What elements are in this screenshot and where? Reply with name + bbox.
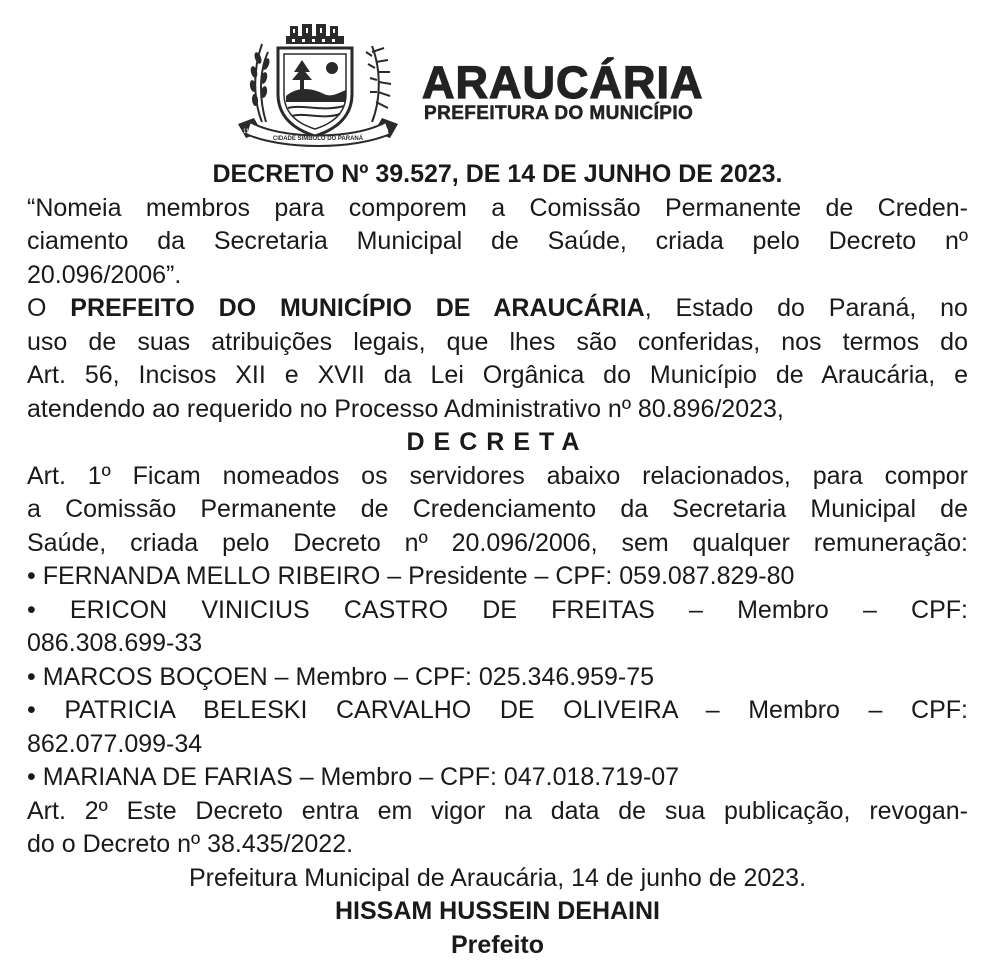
art1-line-2: a Comissão Permanente de Credenciamento da Secretaria Municipal de <box>27 495 968 523</box>
preamble-line-2: uso de suas atribuições legais, que lhes são conferidas, nos termos do <box>27 327 968 356</box>
preamble-line-1 <box>27 292 968 326</box>
signer-name: HISSAM HUSSEIN DEHAINI <box>334 897 661 925</box>
member-2: • MARCOS BOÇOEN – Membro – CPF: 025.346.959-75 <box>27 662 655 691</box>
member-0: • FERNANDA MELLO RIBEIRO – Presidente – CPF: 059.087.829-80 <box>27 562 795 590</box>
ementa-line-2: ciamento da Secretaria Municipal de Saúde, criada pelo Decreto nº <box>27 227 968 255</box>
member-1: • ERICON VINICIUS CASTRO DE FREITAS – Membro – CPF: <box>27 595 968 624</box>
seal-year-right: 1890 <box>375 129 389 135</box>
decree-body <box>27 158 968 962</box>
preamble-prefix: O <box>27 294 71 322</box>
member-4: • MARIANA DE FARIAS – Membro – CPF: 047.018.719-07 <box>27 763 680 791</box>
signer-role: Prefeito <box>450 930 545 959</box>
preamble-line-4: atendendo ao requerido no Processo Administrativo nº 80.896/2023, <box>27 394 784 423</box>
ementa-line-1: “Nomeia membros para comporem a Comissão Permanente de Creden- <box>27 193 968 222</box>
seal-ribbon-text: CIDADE SÍMBOLO DO PARANÁ <box>272 136 364 142</box>
member-3-cpf: 862.077.099-34 <box>27 729 203 758</box>
brand-title: ARAUCÁRIA <box>422 57 704 108</box>
art2-line-1: Art. 2º Este Decreto entra em vigor na data de sua publicação, revogan- <box>27 796 968 825</box>
art2-line-2: do o Decreto nº 38.435/2022. <box>27 830 354 858</box>
decreta-heading: DECRETA <box>406 428 589 456</box>
coat-of-arms-icon <box>232 22 404 150</box>
member-3: • PATRICIA BELESKI CARVALHO DE OLIVEIRA – Membro – CPF: <box>27 696 968 724</box>
place-date: Prefeitura Municipal de Araucária, 14 de junho de 2023. <box>188 863 807 892</box>
decree-title: DECRETO Nº 39.527, DE 14 DE JUNHO DE 2023. <box>212 160 783 188</box>
preamble-bold: PREFEITO DO MUNICÍPIO DE ARAUCÁRIA <box>70 294 645 322</box>
art1-line-3: Saúde, criada pelo Decreto nº 20.096/2006, sem qualquer remuneração: <box>27 528 968 557</box>
preamble-rest: , Estado do Paraná, no <box>644 294 968 322</box>
brand-subtitle: PREFEITURA DO MUNICÍPIO <box>424 103 694 124</box>
member-1-cpf: 086.308.699-33 <box>27 629 203 657</box>
header <box>232 22 772 150</box>
ementa-line-3: 20.096/2006”. <box>27 260 182 289</box>
seal-year-left: 11/02 <box>243 129 258 135</box>
brand <box>422 57 704 124</box>
art1-line-1: Art. 1º Ficam nomeados os servidores abaixo relacionados, para compor <box>27 461 968 490</box>
preamble-line-3: Art. 56, Incisos XII e XVII da Lei Orgânica do Município de Araucária, e <box>27 361 968 389</box>
